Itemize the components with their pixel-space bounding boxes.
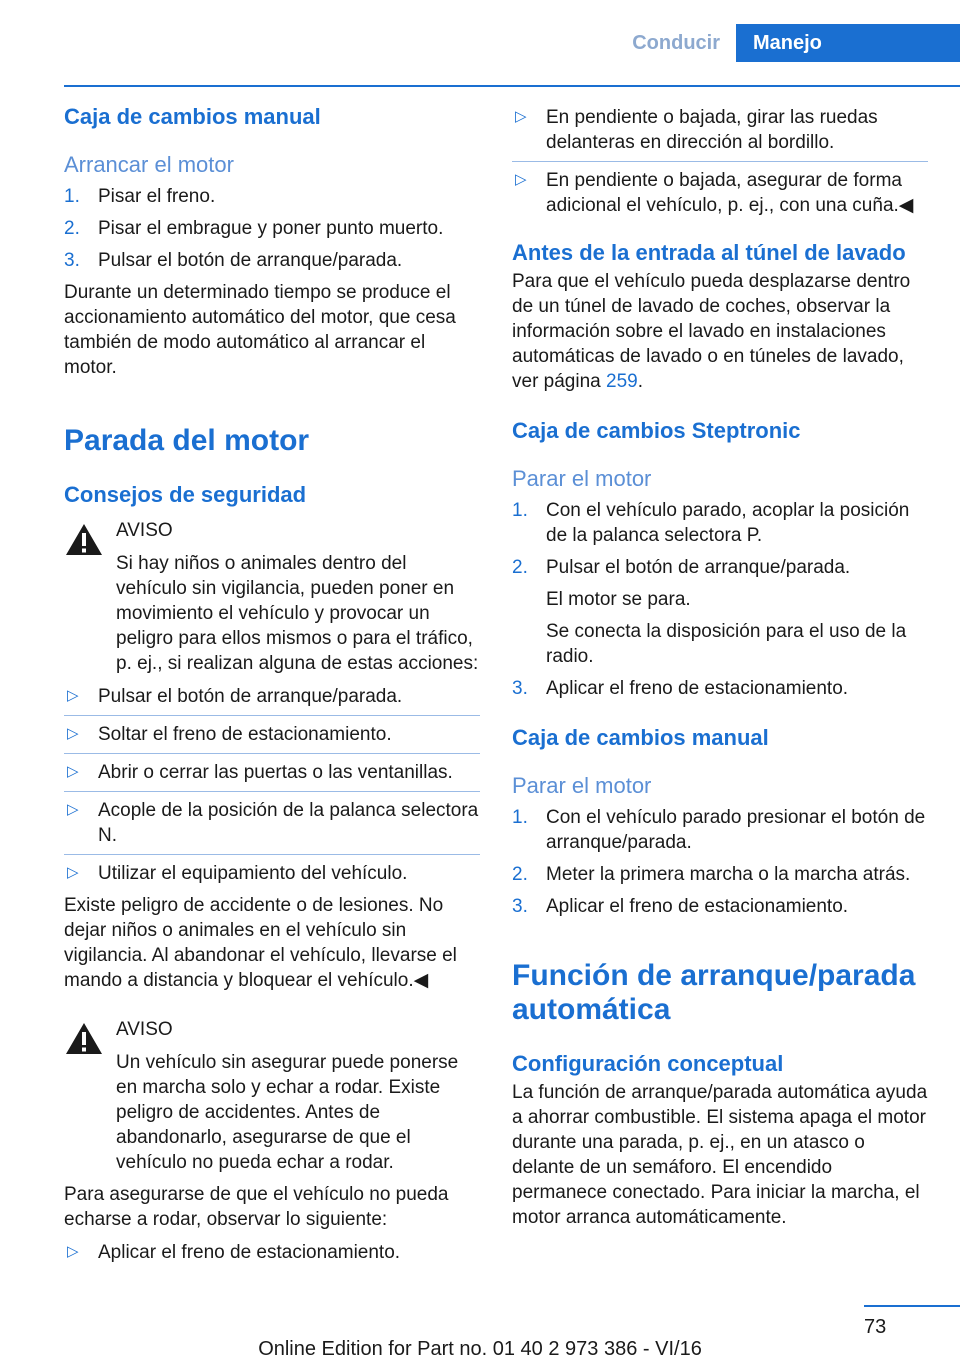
manual-stop-step: 3. Aplicar el freno de estacionamiento. (512, 896, 849, 917)
steptronic-steps (512, 498, 928, 701)
manual-stop-step: 1. Con el vehículo parado presionar el botón de arranque/parada. (512, 807, 926, 853)
footer-rule (864, 1305, 960, 1307)
concept-title: Configuración conceptual (512, 1051, 784, 1076)
left-column (64, 96, 480, 1265)
header-chapter-tab[interactable]: Manejo (736, 24, 960, 62)
start-step: 3. Pulsar el botón de arranque/parada. (64, 250, 403, 271)
start-step: 2. Pisar el embrague y poner punto muerto. (64, 218, 444, 239)
warning-icon (64, 522, 104, 557)
wash-title: Antes de la entrada al túnel de lavado (512, 240, 906, 265)
continued-item: ▷ En pendiente o bajada, girar las ruedas delanteras en dirección al bordillo. (515, 107, 878, 153)
steptronic-title: Caja de cambios Steptronic (512, 418, 801, 443)
footer-edition: Online Edition for Part no. 01 40 2 973 386 - VI/16 (258, 1338, 702, 1360)
warning-label: AVISO (116, 520, 173, 541)
warning-block-1 (64, 518, 480, 676)
warning-end: Existe peligro de accidente o de lesiones. No dejar niños o animales en el vehículo sin vigilancia. Al abandonar el vehículo, llevarse el mando a distancia y bloquear el vehículo.◀ (64, 895, 457, 991)
warning-items (64, 684, 480, 886)
warning-item: ▷ Soltar el freno de estacionamiento. (67, 724, 392, 745)
warning-label: AVISO (116, 1019, 173, 1040)
page-header (0, 24, 960, 62)
warning-block-2 (64, 1017, 480, 1175)
step-extra: Se conecta la disposición para el uso de la radio. (546, 621, 907, 667)
wash-paragraph: Para que el vehículo pueda desplazarse dentro de un túnel de lavado de coches, observar la información sobre el lavado en instalaciones automáticas de lavado o en túneles de lavado, ver página 259. (512, 271, 911, 392)
steptronic-step: 2. Pulsar el botón de arranque/parada. El motor se para. Se conecta la disposición para el uso de la radio. (512, 555, 928, 669)
header-rule (64, 85, 960, 87)
start-paragraph: Durante un determinado tiempo se produce el accionamiento automático del motor, que cesa también de modo automático al arrancar el motor. (64, 282, 456, 378)
auto-start-stop-title: Función de arranque/parada automática (512, 959, 916, 1026)
steptronic-subtitle: Parar el motor (512, 466, 652, 491)
right-column (512, 96, 928, 1230)
warning-item: ▷ Acople de la posición de la palanca selectora N. (67, 800, 479, 846)
page-number: 73 (864, 1316, 887, 1338)
steptronic-step: 1. Con el vehículo parado, acoplar la posición de la palanca selectora P. (512, 500, 910, 546)
start-steps (64, 184, 480, 273)
warning-text: Si hay niños o animales dentro del vehículo sin vigilancia, pueden poner en movimiento el vehículo y provocar un peligro para ellos mismos o para el tráfico, p. ej., si realizan alguna de estas acciones: (116, 553, 479, 674)
warning2-paragraph: Para asegurarse de que el vehículo no pueda echarse a rodar, observar lo siguiente: (64, 1184, 449, 1230)
warning2-items (64, 1240, 480, 1265)
start-engine-subtitle: Arrancar el motor (64, 152, 234, 177)
manual-stop-step: 2. Meter la primera marcha o la marcha atrás. (512, 864, 911, 885)
stop-engine-title: Parada del motor (64, 424, 310, 457)
page-link[interactable]: 259 (606, 371, 638, 392)
steptronic-step: 3. Aplicar el freno de estacionamiento. (512, 678, 849, 699)
warning-item: ▷ Abrir o cerrar las puertas o las ventanillas. (67, 762, 453, 783)
warning-text: Un vehículo sin asegurar puede ponerse en marcha solo y echar a rodar. Existe peligro de accidentes. Antes de abandonarlo, asegurarse de que el vehículo no pueda echar a rodar. (116, 1052, 459, 1173)
warning-item: ▷ Pulsar el botón de arranque/parada. (67, 686, 403, 707)
warning-icon (64, 1021, 104, 1056)
manual-stop-steps (512, 805, 928, 919)
manual-stop-title: Caja de cambios manual (512, 725, 769, 750)
warning-item: ▷ Utilizar el equipamiento del vehículo. (67, 863, 408, 884)
safety-title: Consejos de seguridad (64, 482, 307, 507)
continued-items (512, 105, 928, 218)
warning-item: ▷ Aplicar el freno de estacionamiento. (67, 1242, 401, 1263)
header-section-tab[interactable]: Conducir (632, 32, 720, 54)
concept-paragraph: La función de arranque/parada automática ayuda a ahorrar combustible. El sistema apaga el motor durante una parada, p. ej., en un atasco o delante de un semáforo. El encendido permanece conectado. Para iniciar la marcha, el motor arranca automáticamente. (512, 1082, 928, 1228)
manual-start-title: Caja de cambios manual (64, 104, 321, 129)
manual-stop-subtitle: Parar el motor (512, 773, 652, 798)
step-extra: El motor se para. (546, 589, 691, 610)
continued-item: ▷ En pendiente o bajada, asegurar de forma adicional el vehículo, p. ej., con una cuña.◀ (515, 170, 914, 216)
start-step: 1. Pisar el freno. (64, 186, 216, 207)
